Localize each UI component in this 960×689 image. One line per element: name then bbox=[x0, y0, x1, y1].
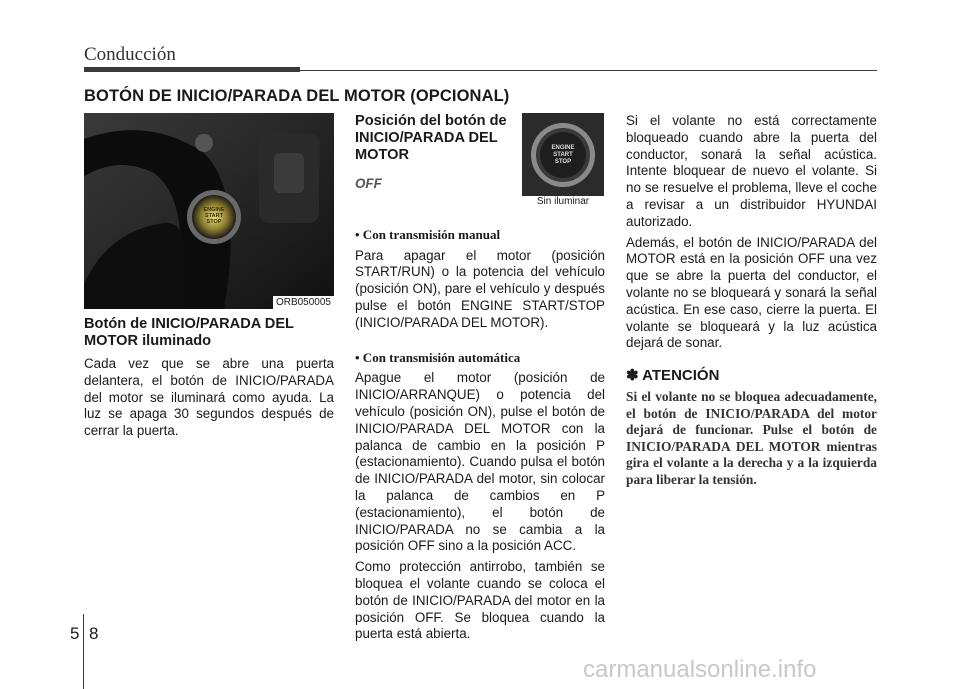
button-text-stop: STOP bbox=[206, 219, 222, 225]
chapter-title: Conducción bbox=[84, 44, 176, 65]
thumb-text-stop: STOP bbox=[554, 159, 572, 165]
page-number: 8 bbox=[89, 624, 99, 643]
thumb-text-engine: ENGINE bbox=[551, 145, 575, 151]
auto-label: • Con transmisión automática bbox=[355, 349, 521, 365]
column-2 bbox=[355, 113, 605, 647]
steering-wheel-photo bbox=[84, 113, 334, 309]
thumb-caption: Sin iluminar bbox=[522, 196, 604, 207]
theft-text: Como protección antirrobo, también se bloquea el volante cuando se coloca el botón de INICIO/PARADA del motor en la posición OFF. Se bloquea cuando la puerta está abierta. bbox=[355, 559, 605, 642]
section-title: BOTÓN DE INICIO/PARADA DEL MOTOR (OPCIONAL) bbox=[84, 87, 510, 105]
col1-heading: Botón de INICIO/PARADA DEL MOTOR iluminado bbox=[84, 316, 294, 349]
col3-paragraph-1: Si el volante no está correctamente bloqueado cuando abre la puerta del conductor, sonará la señal acústica. Intente bloquear de nuevo el volante. Si no se resuelve el problema, lleve el coche a revisar a un distribuidor HYUNDAI autorizado. bbox=[626, 113, 877, 229]
attention-title: ✽ ATENCIÓN bbox=[626, 367, 720, 385]
button-text-start: START bbox=[205, 213, 223, 219]
manual-text: Para apagar el motor (posición START/RUN) o la potencia del vehículo (posición ON), pare el vehículo y después pulse el botón ENGINE START/STOP (INICIO/PARADA DEL MOTOR). bbox=[355, 247, 605, 330]
photo-code: ORB050005 bbox=[273, 296, 334, 309]
button-text-engine: ENGINE bbox=[203, 207, 225, 213]
footer-rule bbox=[83, 614, 84, 689]
col1-paragraph: Cada vez que se abre una puerta delantera, el botón de INICIO/PARADA del motor se iluminará como ayuda. La luz se apaga 30 segundos después de cerrar la puerta. bbox=[84, 356, 334, 439]
manual-label: • Con transmisión manual bbox=[355, 226, 501, 242]
header-bar bbox=[84, 67, 300, 72]
chapter-number: 5 bbox=[70, 624, 80, 643]
column-1 bbox=[84, 316, 334, 444]
attention-text: Si el volante no se bloquea adecuadamente, el botón de INICIO/PARADA del motor dejará de funcionar. Pulse el botón de INICIO/PARADA DEL MOTOR mientras gira el volante a la derecha y a la izquierda para liberar la tensión. bbox=[626, 388, 877, 487]
header-rule bbox=[300, 70, 877, 71]
illuminated-button-label bbox=[200, 207, 228, 225]
column-3 bbox=[626, 113, 877, 493]
col3-paragraph-2: Además, el botón de INICIO/PARADA del MOTOR está en la posición OFF una vez que se abre la puerta del conductor, el volante no se bloqueará y sonará la señal acústica. En ese caso, cierre la puerta. El volante se bloqueará y la luz acústica dejará de sonar. bbox=[626, 234, 877, 351]
off-label: OFF bbox=[355, 176, 382, 191]
col2-heading: Posición del botón de INICIO/PARADA DEL MOTOR bbox=[355, 113, 507, 163]
watermark: carmanualsonline.info bbox=[583, 656, 817, 683]
auto-text: Apague el motor (posición de INICIO/ARRANQUE) o potencia del vehículo (posición ON), pulse el botón de INICIO/PARADA DEL MOTOR con la palanca de cambio en la posición P (estacionamiento). Cuando pulsa el botón de INICIO/PARADA del motor, sin colocar la palanca de cambios en P (estacionamiento), el botón de INICIO/PARADA no se cambia a la posición OFF sino a la posición ACC. bbox=[355, 370, 605, 554]
thumb-text-start: START bbox=[553, 152, 573, 158]
